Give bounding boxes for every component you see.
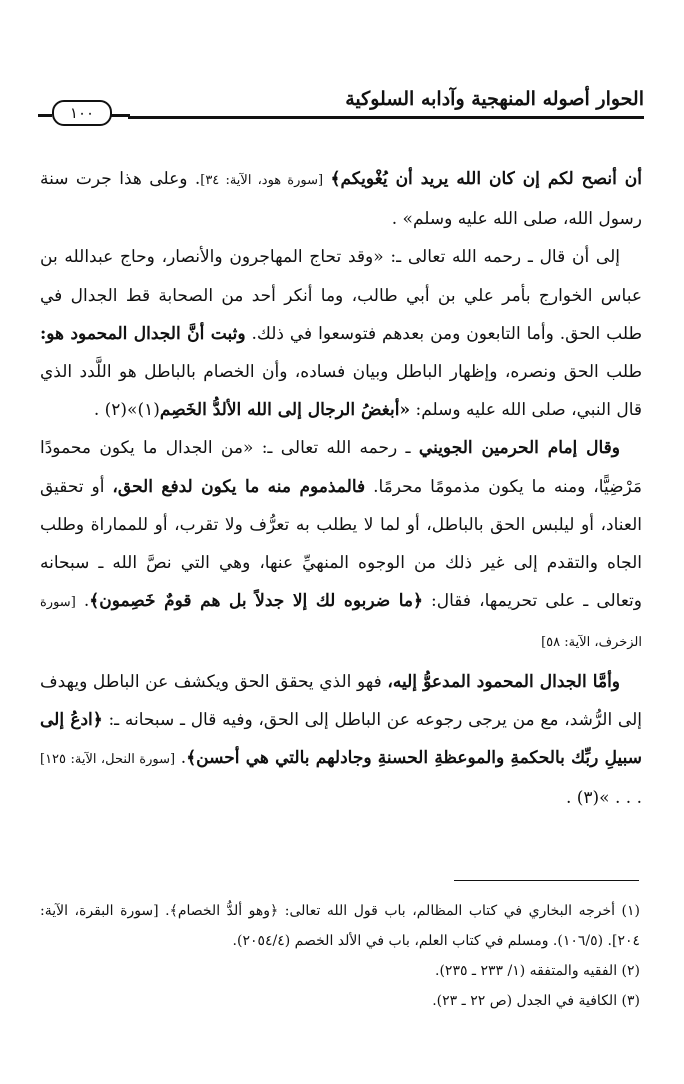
footnote-2: (٢) الفقيه والمتفقه (١/ ٢٣٣ ـ ٢٣٥).	[435, 963, 640, 979]
hadith-quote: «أبغضُ الرجال إلى الله الألدُّ الخَصِم	[159, 400, 411, 421]
footnote-1: (١) أخرجه البخاري في كتاب المظالم، باب قول الله تعالى: ﴿وهو ألدُّ الخصام﴾. [سورة البقرة، الآية: ٢٠٤]. (١٠٦/٥). ومسلم في كتاب العلم، باب في الألد الخصم (٢٠٥٤/٤).	[40, 903, 640, 949]
paragraph-text: إلى أن قال ـ رحمه الله تعالى ـ: «وقد تحاج المهاجرون والأنصار، وحاج عبدالله بن عباس الخوارج بأمر علي بن أبي طالب، وما أنكر أحد من الصحابة قط الجدال في طلب الحق. وأما التابعون ومن بعدهم فتوسعوا في ذلك.	[40, 247, 642, 344]
paragraph-1	[40, 160, 642, 238]
page-number-line-left	[38, 114, 52, 117]
bold-phrase: وثبت أنَّ الجدال المحمود هو:	[40, 323, 246, 344]
bold-phrase: وقال إمام الحرمين الجويني	[418, 438, 621, 459]
header-rule	[128, 116, 644, 119]
paragraph-text: طلب الحق ونصره، وإظهار الباطل وبيان فساده، وأن الخصام بالباطل هو اللَّدد الذي قال النبي، صلى الله عليه وسلم:	[40, 362, 642, 421]
paragraph-text: أو تحقيق العناد، أو ليلبس الحق بالباطل، أو لما لا يطلب به تعرُّف ولا تقرب، أو للمماراة وطلب الجاه والتقدم إلى غير ذلك من الوجوه المنهيِّ عنها، وهي التي نصَّ الله ـ سبحانه وتعالى ـ على تحريمها، فقال:	[40, 476, 642, 612]
bold-phrase: فالمذموم منه ما يكون لدفع الحق،	[112, 476, 366, 497]
quran-verse: ﴿ادعُ إلى سبيلِ ربِّك بالحكمةِ والموعظةِ الحسنةِ وجادلهم بالتي هي أحسن﴾	[40, 709, 642, 769]
quran-verse: ﴿ما ضربوه لك إلا جدلاً بل هم قومٌ خَصِمون﴾	[89, 591, 423, 612]
paragraph-4: وأمَّا الجدال المحمود المدعوُّ إليه، فهو الذي يحقق الحق ويكشف عن الباطل ويهدف إلى الرُّشد، مع من يرجى رجوعه عن الباطل إلى الحق، وفيه قال ـ سبحانه ـ: ﴿ادعُ إلى سبيلِ ربِّك بالحكمةِ والموعظةِ الحسنةِ وجادلهم بالتي هي أحسن﴾. [سورة النحل، الآية: ١٢٥] . . . »(٣) .	[40, 671, 643, 809]
footnote-marker: (١)»(٢) .	[93, 400, 160, 421]
bold-phrase: وأمَّا الجدال المحمود المدعوُّ إليه،	[387, 671, 620, 692]
verse-reference: [سورة الزخرف، الآية: ٥٨]	[40, 595, 642, 651]
page-number: ١٠٠	[52, 100, 112, 126]
paragraph-text: .	[83, 591, 90, 612]
paragraph-text: فهو الذي يحقق الحق ويكشف عن الباطل ويهدف إلى الرُّشد، مع من يرجى رجوعه عن الباطل إلى الحق، وفيه قال ـ سبحانه ـ:	[40, 671, 643, 730]
footnotes	[40, 896, 640, 1016]
verse-reference: [سورة النحل، الآية: ١٢٥]	[40, 752, 176, 768]
page-header	[38, 88, 644, 122]
footnote-separator	[454, 880, 639, 881]
quran-verse: أن أنصح لكم إن كان الله يريد أن يُغْويكم﴾	[330, 169, 642, 189]
footnote-marker: . . . »(٣) .	[565, 788, 642, 809]
paragraph-2	[40, 238, 642, 429]
paragraph-text: ـ رحمه الله تعالى ـ: «من الجدال ما يكون محمودًا مَرْضِيًّا، ومنه ما يكون مذمومًا محرمًا.	[40, 438, 643, 497]
page-number-line-right	[110, 114, 130, 117]
verse-reference: [سورة هود، الآية: ٣٤]	[200, 173, 324, 188]
paragraph-text: . وعلى هذا جرت سنة رسول الله، صلى الله عليه وسلم» .	[40, 169, 642, 230]
footnote-3: (٣) الكافية في الجدل (ص ٢٢ ـ ٢٣).	[432, 993, 640, 1009]
running-title: الحوار أصوله المنهجية وآدابه السلوكية	[345, 88, 644, 110]
main-text	[40, 160, 642, 817]
paragraph-3	[40, 429, 642, 662]
